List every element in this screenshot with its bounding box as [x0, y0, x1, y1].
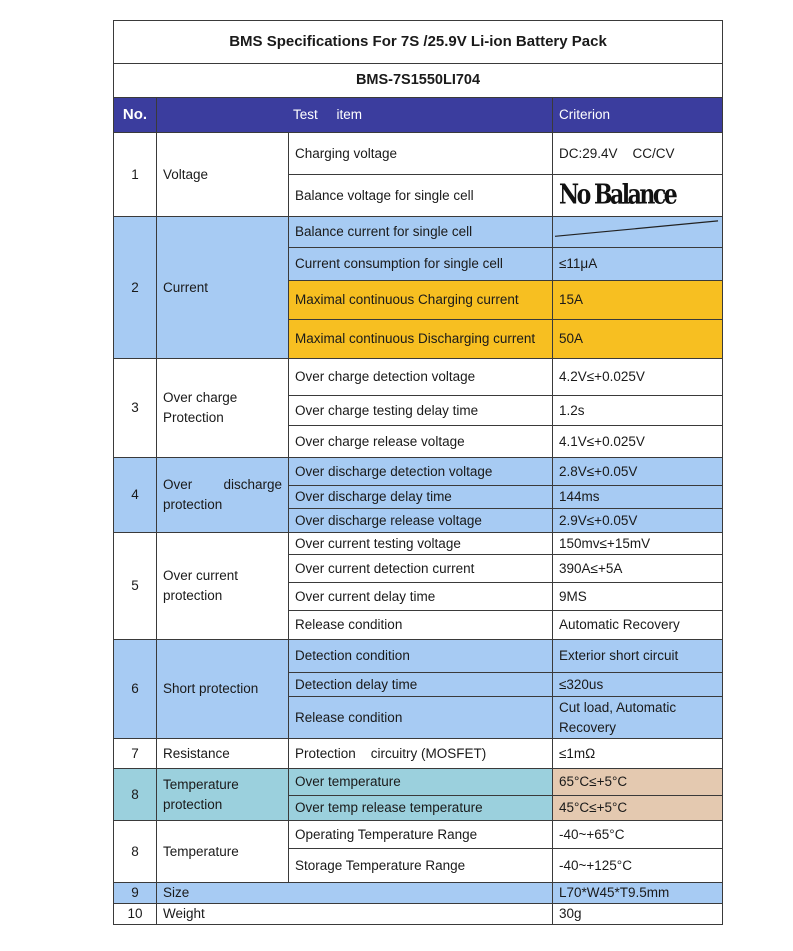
criterion: 50A [553, 320, 723, 359]
criterion: Exterior short circuit [553, 640, 723, 673]
row-number: 4 [114, 458, 157, 533]
table-row [114, 133, 723, 175]
test-item: Charging voltage [289, 133, 553, 175]
criterion: DC:29.4V CC/CV [553, 133, 723, 175]
table-row [114, 458, 723, 486]
row-number: 6 [114, 640, 157, 739]
test-item: Size [157, 883, 553, 904]
row-group: Over current protection [157, 533, 289, 640]
row-number: 8 [114, 821, 157, 883]
criterion: 9MS [553, 583, 723, 611]
test-item: Release condition [289, 611, 553, 640]
row-group: Current [157, 217, 289, 359]
criterion-slash [553, 217, 723, 248]
table-row [114, 904, 723, 925]
header-no: No. [114, 98, 157, 133]
table-row [114, 640, 723, 673]
test-item: Over discharge release voltage [289, 509, 553, 533]
title-row [114, 21, 723, 64]
row-group: Resistance [157, 739, 289, 769]
diagonal-slash-icon [553, 217, 722, 247]
criterion: ≤1mΩ [553, 739, 723, 769]
table-row [114, 821, 723, 849]
criterion: -40~+65°C [553, 821, 723, 849]
test-item: Maximal continuous Charging current [289, 281, 553, 320]
table-row [114, 533, 723, 555]
test-item: Over discharge delay time [289, 486, 553, 509]
row-group: Voltage [157, 133, 289, 217]
row-number: 1 [114, 133, 157, 217]
criterion: ≤320us [553, 673, 723, 697]
row-number: 10 [114, 904, 157, 925]
row-group: Over discharge protection [157, 458, 289, 533]
header-row [114, 98, 723, 133]
header-test-item: Test item [157, 98, 553, 133]
test-item: Storage Temperature Range [289, 849, 553, 883]
test-item: Over charge release voltage [289, 426, 553, 458]
no-balance-text: No Balance [559, 178, 676, 211]
row-group: Temperature protection [157, 769, 289, 821]
row-number: 5 [114, 533, 157, 640]
criterion: Automatic Recovery [553, 611, 723, 640]
criterion: 144ms [553, 486, 723, 509]
criterion: -40~+125°C [553, 849, 723, 883]
test-item: Over current delay time [289, 583, 553, 611]
test-item: Operating Temperature Range [289, 821, 553, 849]
criterion: 4.2V≤+0.025V [553, 359, 723, 396]
criterion: Cut load, Automatic Recovery [553, 697, 723, 739]
row-number: 2 [114, 217, 157, 359]
criterion: 15A [553, 281, 723, 320]
test-item: Over charge detection voltage [289, 359, 553, 396]
row-group: Short protection [157, 640, 289, 739]
test-item: Over temperature [289, 769, 553, 796]
table-row [114, 769, 723, 796]
criterion: 4.1V≤+0.025V [553, 426, 723, 458]
criterion: 150mv≤+15mV [553, 533, 723, 555]
spec-title: BMS Specifications For 7S /25.9V Li-ion Battery Pack [114, 21, 723, 64]
test-item: Protection circuitry (MOSFET) [289, 739, 553, 769]
table-row [114, 359, 723, 396]
test-item: Weight [157, 904, 553, 925]
bms-spec-table [113, 20, 723, 925]
criterion: 30g [553, 904, 723, 925]
test-item: Over discharge detection voltage [289, 458, 553, 486]
criterion: L70*W45*T9.5mm [553, 883, 723, 904]
test-item: Balance voltage for single cell [289, 175, 553, 217]
test-item: Balance current for single cell [289, 217, 553, 248]
no-balance-stamp [553, 175, 723, 217]
row-number: 8 [114, 769, 157, 821]
test-item: Release condition [289, 697, 553, 739]
criterion: 390A≤+5A [553, 555, 723, 583]
table-row [114, 217, 723, 248]
test-item: Over charge testing delay time [289, 396, 553, 426]
criterion: 2.8V≤+0.05V [553, 458, 723, 486]
criterion: ≤11μA [553, 248, 723, 281]
header-criterion: Criterion [553, 98, 723, 133]
row-number: 7 [114, 739, 157, 769]
test-item: Over current detection current [289, 555, 553, 583]
model-number: BMS-7S1550LI704 [114, 64, 723, 98]
row-number: 3 [114, 359, 157, 458]
test-item: Detection condition [289, 640, 553, 673]
test-item: Current consumption for single cell [289, 248, 553, 281]
test-item: Maximal continuous Discharging current [289, 320, 553, 359]
table-row [114, 883, 723, 904]
criterion: 2.9V≤+0.05V [553, 509, 723, 533]
criterion: 45°C≤+5°C [553, 796, 723, 821]
criterion: 65°C≤+5°C [553, 769, 723, 796]
row-number: 9 [114, 883, 157, 904]
test-item: Detection delay time [289, 673, 553, 697]
model-row [114, 64, 723, 98]
test-item: Over current testing voltage [289, 533, 553, 555]
criterion: 1.2s [553, 396, 723, 426]
row-group: Temperature [157, 821, 289, 883]
test-item: Over temp release temperature [289, 796, 553, 821]
row-group: Over charge Protection [157, 359, 289, 458]
table-row [114, 739, 723, 769]
